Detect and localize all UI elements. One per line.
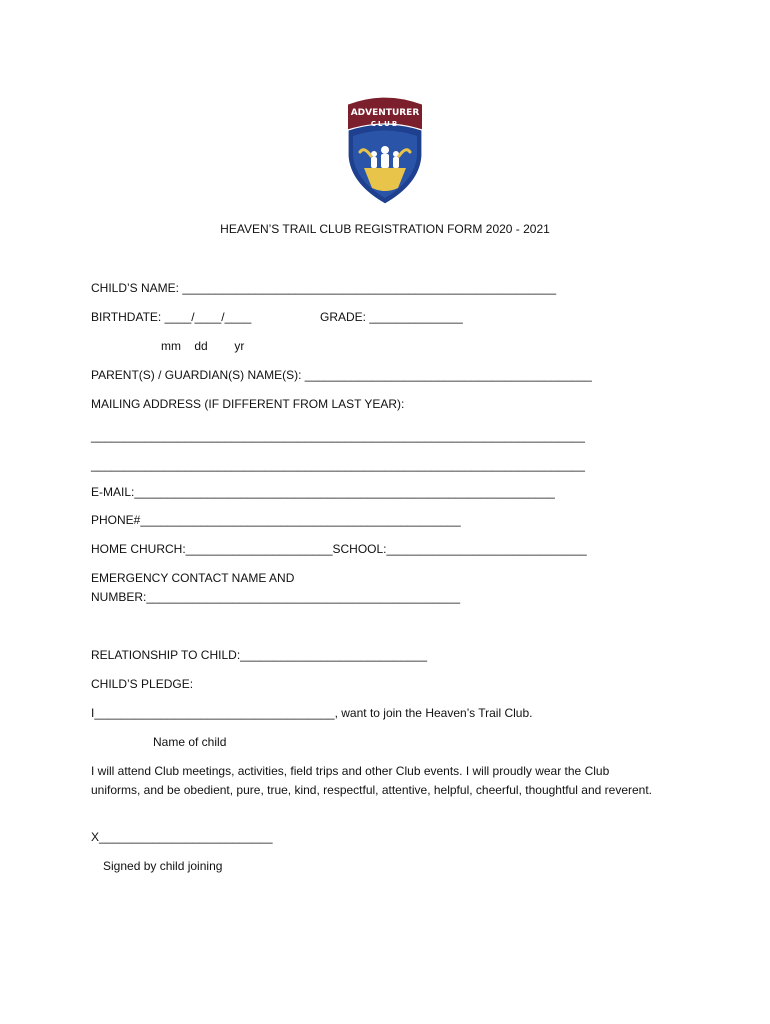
name-of-child-hint: Name of child: [153, 735, 227, 749]
email-field[interactable]: E-MAIL:_______________________________________________________________: [91, 485, 555, 499]
address-line-1[interactable]: __________________________________________________________________________: [91, 429, 585, 443]
mailing-address-label: MAILING ADDRESS (IF DIFFERENT FROM LAST YEAR):: [91, 397, 405, 411]
birthdate-field[interactable]: BIRTHDATE: ____/____/____: [91, 310, 252, 324]
church-school-field[interactable]: HOME CHURCH:______________________SCHOOL:______________________________: [91, 542, 587, 556]
date-format-hint: mm dd yr: [161, 339, 245, 353]
svg-text:CLUB: CLUB: [370, 120, 400, 128]
pledge-paragraph: I will attend Club meetings, activities, field trips and other Club events. I will proudly wear the Club uniforms, and be obedient, pure, true, kind, respectful, attentive, helpful, cheerful, thoughtful and reverent.: [91, 764, 653, 797]
emergency-number-field[interactable]: NUMBER:_______________________________________________: [91, 590, 461, 604]
child-name-field[interactable]: CHILD’S NAME: ________________________________________________________: [91, 281, 557, 295]
relationship-field[interactable]: RELATIONSHIP TO CHILD:____________________________: [91, 648, 428, 662]
address-line-2[interactable]: __________________________________________________________________________: [91, 458, 585, 472]
svg-text:ADVENTURER: ADVENTURER: [350, 108, 420, 118]
pledge-name-line[interactable]: I____________________________________, want to join the Heaven’s Trail Club.: [91, 706, 533, 720]
signature-line[interactable]: X__________________________: [91, 830, 273, 844]
pledge-heading: CHILD’S PLEDGE:: [91, 677, 194, 691]
emergency-contact-label: EMERGENCY CONTACT NAME AND: [91, 571, 295, 585]
grade-field[interactable]: GRADE: ______________: [320, 310, 463, 324]
parents-name-field[interactable]: PARENT(S) / GUARDIAN(S) NAME(S): ___________________________________________: [91, 368, 592, 382]
form-title: HEAVEN’S TRAIL CLUB REGISTRATION FORM 2020 - 2021: [220, 222, 550, 236]
adventurer-club-logo: [344, 94, 426, 206]
phone-field[interactable]: PHONE#________________________________________________: [91, 513, 461, 527]
adventurer-club-emblem-icon: [344, 94, 426, 206]
signature-hint: Signed by child joining: [103, 859, 223, 873]
